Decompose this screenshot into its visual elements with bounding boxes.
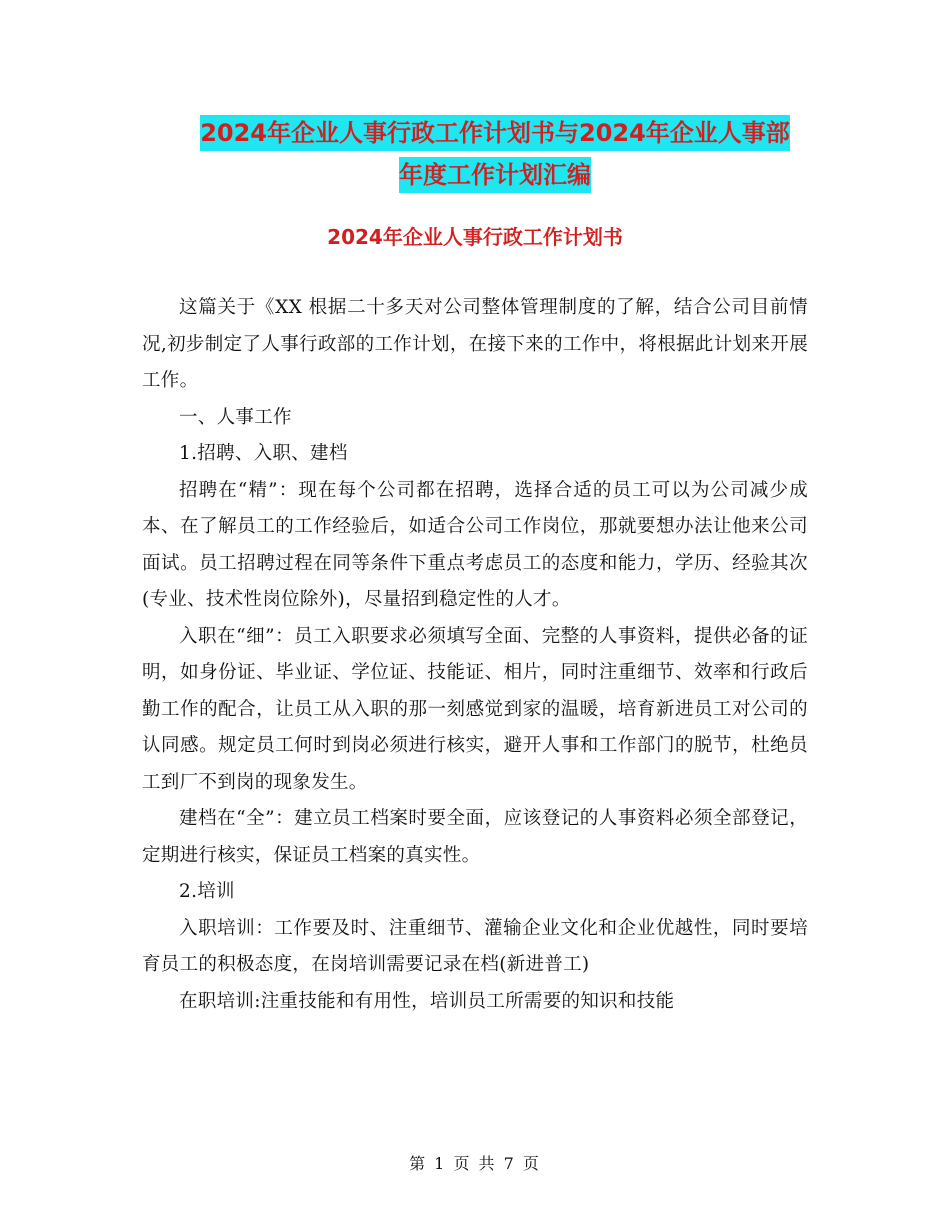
page-footer: 第 1 页 共 7 页 xyxy=(409,1154,541,1173)
document-title xyxy=(140,112,850,196)
title-line-2 xyxy=(140,154,850,196)
paragraph-intro: 这篇关于《XX 根据二十多天对公司整体管理制度的了解，结合公司目前情况,初步制定了人事行政部的工作计划，在接下来的工作中，将根据此计划来开展工作。 xyxy=(142,297,808,391)
heading-training: 2.培训 xyxy=(179,881,235,902)
paragraph-onboard: 入职在“细”：员工入职要求必须填写全面、完整的人事资料，提供必备的证明，如身份证、毕业证、学位证、技能证、相片，同时注重细节、效率和行政后勤工作的配合，让员工从入职的那一刻感觉到家的温暖，培育新进员工对公司的认同感。规定员工何时到岗必须进行核实，避开人事和工作部门的脱节，杜绝员工到厂不到岗的现象发生。 xyxy=(142,625,808,793)
title-line-2-text: 年度工作计划汇编 xyxy=(399,157,591,193)
paragraph-recruit: 招聘在“精”：现在每个公司都在招聘，选择合适的员工可以为公司减少成本、在了解员工的工作经验后，如适合公司工作岗位，那就要想办法让他来公司面试。员工招聘过程在同等条件下重点考虑员工的态度和能力，学历、经验其次(专业、技术性岗位除外)，尽量招到稳定性的人才。 xyxy=(142,479,808,610)
section-title: 2024年企业人事行政工作计划书 xyxy=(327,225,623,249)
heading-hr-work: 一、人事工作 xyxy=(179,406,292,428)
document-body xyxy=(142,290,808,1020)
paragraph-onboard-training: 入职培训：工作要及时、注重细节、灌输企业文化和企业优越性，同时要培育员工的积极态度，在岗培训需要记录在档(新进普工) xyxy=(142,917,808,975)
paragraph-onjob-training: 在职培训:注重技能和有用性，培训员工所需要的知识和技能 xyxy=(179,990,675,1012)
title-line-1-text: 2024年企业人事行政工作计划书与2024年企业人事部 xyxy=(200,115,790,151)
paragraph-archive: 建档在“全”：建立员工档案时要全面，应该登记的人事资料必须全部登记，定期进行核实，保证员工档案的真实性。 xyxy=(142,808,808,866)
heading-recruit: 1.招聘、入职、建档 xyxy=(179,443,348,464)
title-line-1 xyxy=(140,112,850,154)
